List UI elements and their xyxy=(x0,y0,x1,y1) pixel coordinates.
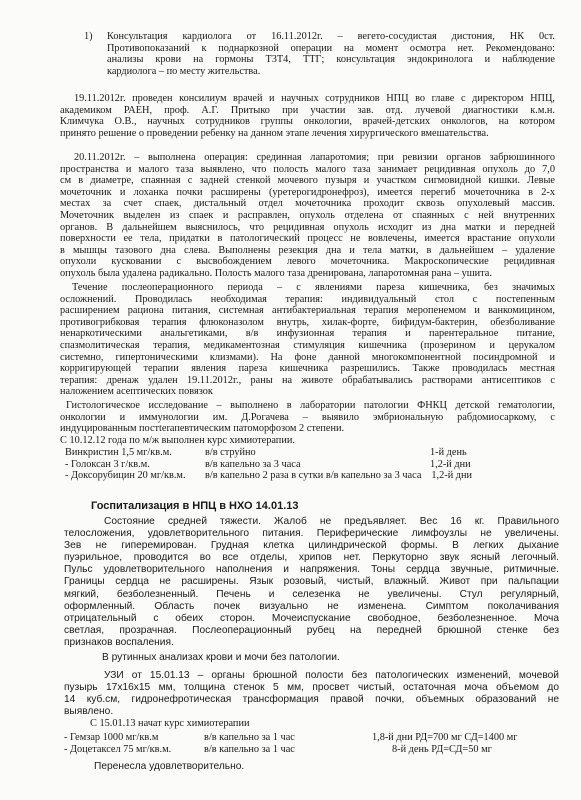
drug-route: в/в капельно за 1 час xyxy=(204,732,295,743)
text-line: светлая, прозрачная. Послеоперационный рубец на передней брюшной стенке без xyxy=(64,624,559,636)
drug-days: 1,8-й дни РД=700 мг СД=1400 мг xyxy=(372,732,518,743)
exam-paragraph xyxy=(64,516,559,649)
chemo-course-1 xyxy=(65,447,555,482)
text-line: Состояние средней тяжести. Жалоб не предъявляет. Вес 16 кг. Правильного xyxy=(104,516,559,527)
drug-days: 1-й день xyxy=(430,447,467,458)
text-line: кардиолога – по месту жительства. xyxy=(107,65,261,77)
chemo-row xyxy=(64,744,555,756)
drug-route: в/в струйно xyxy=(205,447,256,458)
text-line: индуцированным постterапевтическим патоморфозом 2 степени. xyxy=(60,423,345,435)
drug-name: - Доксорубицин 20 мг/кв.м. xyxy=(65,470,186,482)
drug-route: в/в капельно за 1 час xyxy=(204,743,295,755)
text-line: опухоль была удалена радикально. Полость малого таза дренирована, лапаротомная рана – ушита. xyxy=(60,267,492,279)
drug-name: Винкристин 1,5 мг/кв.м. xyxy=(65,447,172,458)
text-line: расширением рациона питания, системная антибактериальная терапия меропенемом и ванкомицином, xyxy=(60,305,555,317)
tolerance-line: Перенесла удовлетворительно. xyxy=(94,761,245,772)
drug-name: - Гемзар 1000 мг/кв.м xyxy=(64,732,159,743)
drug-route: в/в капельно за 3 часа xyxy=(205,458,301,470)
chemo-course-2-intro: С 15.01.13 начат курс химиотерапии xyxy=(90,718,250,729)
text-line: пространства и малого таза выявлено, что полость малого таза занимает рецидивная опухоль до 7,0 xyxy=(60,163,555,175)
text-line: 14 куб.см, гидронефротическая трансформация правой почки, объемных образований не xyxy=(64,694,559,706)
text-line: органов. В дальнейшем выяснилось, что рецидивная опухоль исходит из дна матки и передней xyxy=(60,221,555,233)
text-line: УЗИ от 15.01.13 – органы брюшной полости без патологических изменений, мочевой xyxy=(104,670,559,681)
text-line: С 10.12.12 года по м/ж выполнен курс химиотерапии. xyxy=(60,434,295,446)
chemo-row xyxy=(65,447,555,459)
text-line: пузырь 17х16х15 мм, толщина стенок 5 мм, просвет чистый, остаточная моча объемом до xyxy=(64,682,559,694)
text-line: 20.11.2012г. – выполнена операция: срединная лапаротомия; при ревизии органов забрюшинного xyxy=(74,152,555,163)
text-line: наложением асептических повязок xyxy=(60,386,213,398)
text-line: онкологии и иммунологии им. Д.Рогачева – выявило эмбриональную рабдомиосаркому, с xyxy=(60,411,555,423)
ultrasound-paragraph xyxy=(64,670,559,718)
consilium-paragraph xyxy=(60,93,555,139)
text-line: поверхности ее тела, придатки в патологический процесс не вовлечены, имеется врастание опухоли xyxy=(60,233,555,245)
text-line: спазмолитическая терапия, медикаментозная стимуляция кишечника (прозерином и церукалом xyxy=(60,339,555,351)
analysis-line: В рутинных анализах крови и мочи без патологии. xyxy=(102,652,340,663)
chemo-row xyxy=(65,459,555,471)
text-line: местах за счет спаек, дистальный отдел мочеточника проходит сквозь опухолевый массив. xyxy=(60,198,555,210)
text-line: Пульс удовлетворительного наполнения и напряжения. Тоны сердца звучные, ритмичные. xyxy=(64,564,559,576)
text-line: Консультация кардиолога от 16.11.2012г. – вегето-сосудистая дистония, НК 0ст. xyxy=(107,31,555,42)
operation-paragraph xyxy=(60,152,555,280)
text-line: Противопоказаний к поднаркозной операции на момент осмотра нет. Рекомендовано: xyxy=(107,42,555,54)
text-line: принято решение о проведении ребенку на данном этапе лечения хирургического вмешательства. xyxy=(60,127,489,139)
text-line: противогрибковая терапия флюконазолом внутрь, хилак-форте, бифидум-бактерин, обезболивание xyxy=(60,316,555,328)
text-line: осложнений. Проводилась необходимая терапия: индивидуальный стол с постепенным xyxy=(60,293,555,305)
postop-paragraph xyxy=(60,282,555,398)
text-line: Гистологическое исследование – выполнено в лаборатории патологии ФНКЦ детской гематологии, xyxy=(66,400,555,411)
text-line: анализы крови на гормоны Т3Т4, ТТГ; консультация эндокринолога и наблюдение xyxy=(107,54,555,66)
text-line: пуэрильное, проводится во все отделы, хрипов нет. Перкуторно звук ясный легочный. xyxy=(64,552,559,564)
text-line: академиком РАЕН, проф. А.Г. Притыко при участии зав. отд. лучевой диагностики к.м.н. xyxy=(60,104,555,116)
text-line: ненаркотическими анальгетиками, в/в инфузионная терапия и парентеральное питание, xyxy=(60,328,555,340)
histology-paragraph xyxy=(60,400,555,446)
text-line: Климчука О.В., научных сотрудников группы онкологии, врачей-детских онкологов, на котором xyxy=(60,116,555,128)
chemo-row xyxy=(64,732,555,744)
chemo-course-2 xyxy=(64,732,555,755)
text-line: 19.11.2012г. проведен консилиум врачей и научных сотрудников НПЦ во главе с директором НПЦ, xyxy=(74,93,555,104)
text-line: системно, гипертоническими клизмами). На фоне данной многокомпонентной посиндромной и xyxy=(60,351,555,363)
text-line: см в диаметре, спаянная с задней стенкой мочевого пузыря и участком сигмовидной кишки. Левые xyxy=(60,175,555,187)
text-line: Границы сердца не расширены. Язык розовый, чистый, влажный. Живот при пальпации xyxy=(64,576,559,588)
drug-name: - Доцетаксел 75 мг/кв.м. xyxy=(64,743,172,755)
text-line: Мочеточник выделен из спаек и расправлен, опухоль отделена от спаянных с ней внутренних xyxy=(60,209,555,221)
text-line: терапия: дренаж удален 19.11.2012г., раны на животе обрабатывались растворами антисептиков с xyxy=(60,374,555,386)
chemo-row xyxy=(65,470,555,482)
drug-days: 8-й день РД=СД=50 мг xyxy=(392,743,492,755)
text-line: Зев не гиперемирован. Грудная клетка цилиндрической формы. В легких дыхание xyxy=(64,540,559,552)
text-line: Течение послеоперационного периода – с явлениями пареза кишечника, без значимых xyxy=(72,282,555,293)
text-line: признаков воспаления. xyxy=(64,636,174,648)
text-line: мягкий, безболезненный. Печень и селезенка не увеличены. Стул регулярный, xyxy=(64,588,559,600)
hospitalization-heading: Госпитализация в НПЦ в НХО 14.01.13 xyxy=(91,500,299,512)
text-line: отрицательный с обеих сторон. Мочеиспускание свободное, безболезненное. Моча xyxy=(64,612,559,624)
drug-days: 1,2-й дни xyxy=(430,458,471,470)
text-line: телосложения, удовлетворительного питания. Периферические лимфоузлы не увеличены. xyxy=(64,528,559,540)
text-line: в мышцы тазового дна слева. Выполнены резекция дна и тела матки, в дальнейшем – удаление xyxy=(60,244,555,256)
cardiology-consult-paragraph xyxy=(107,31,555,77)
text-line: корригирующей терапии явления пареза кишечника разрешились. Также проводилась местная xyxy=(60,363,555,375)
text-line: опухоли кусковании с высвобождением левого мочеточника. Макроскопические рецидивная xyxy=(60,256,555,268)
text-line: выявлено. xyxy=(64,706,114,718)
drug-name: - Голоксан 3 г/кв.м. xyxy=(65,458,150,470)
text-line: оформленный. Область почек визуально не изменена. Симптом поколачивания xyxy=(64,600,559,612)
drug-days: 1,2-й дни xyxy=(431,470,473,482)
list-marker: 1) xyxy=(84,31,93,42)
drug-route: в/в капельно 2 раза в сутки в/в капельно за 3 часа xyxy=(205,470,422,482)
text-line: мочеточник и лоханка почки расширены (уретерогидронефроз), имеется перегиб мочеточника в 2-х xyxy=(60,186,555,198)
